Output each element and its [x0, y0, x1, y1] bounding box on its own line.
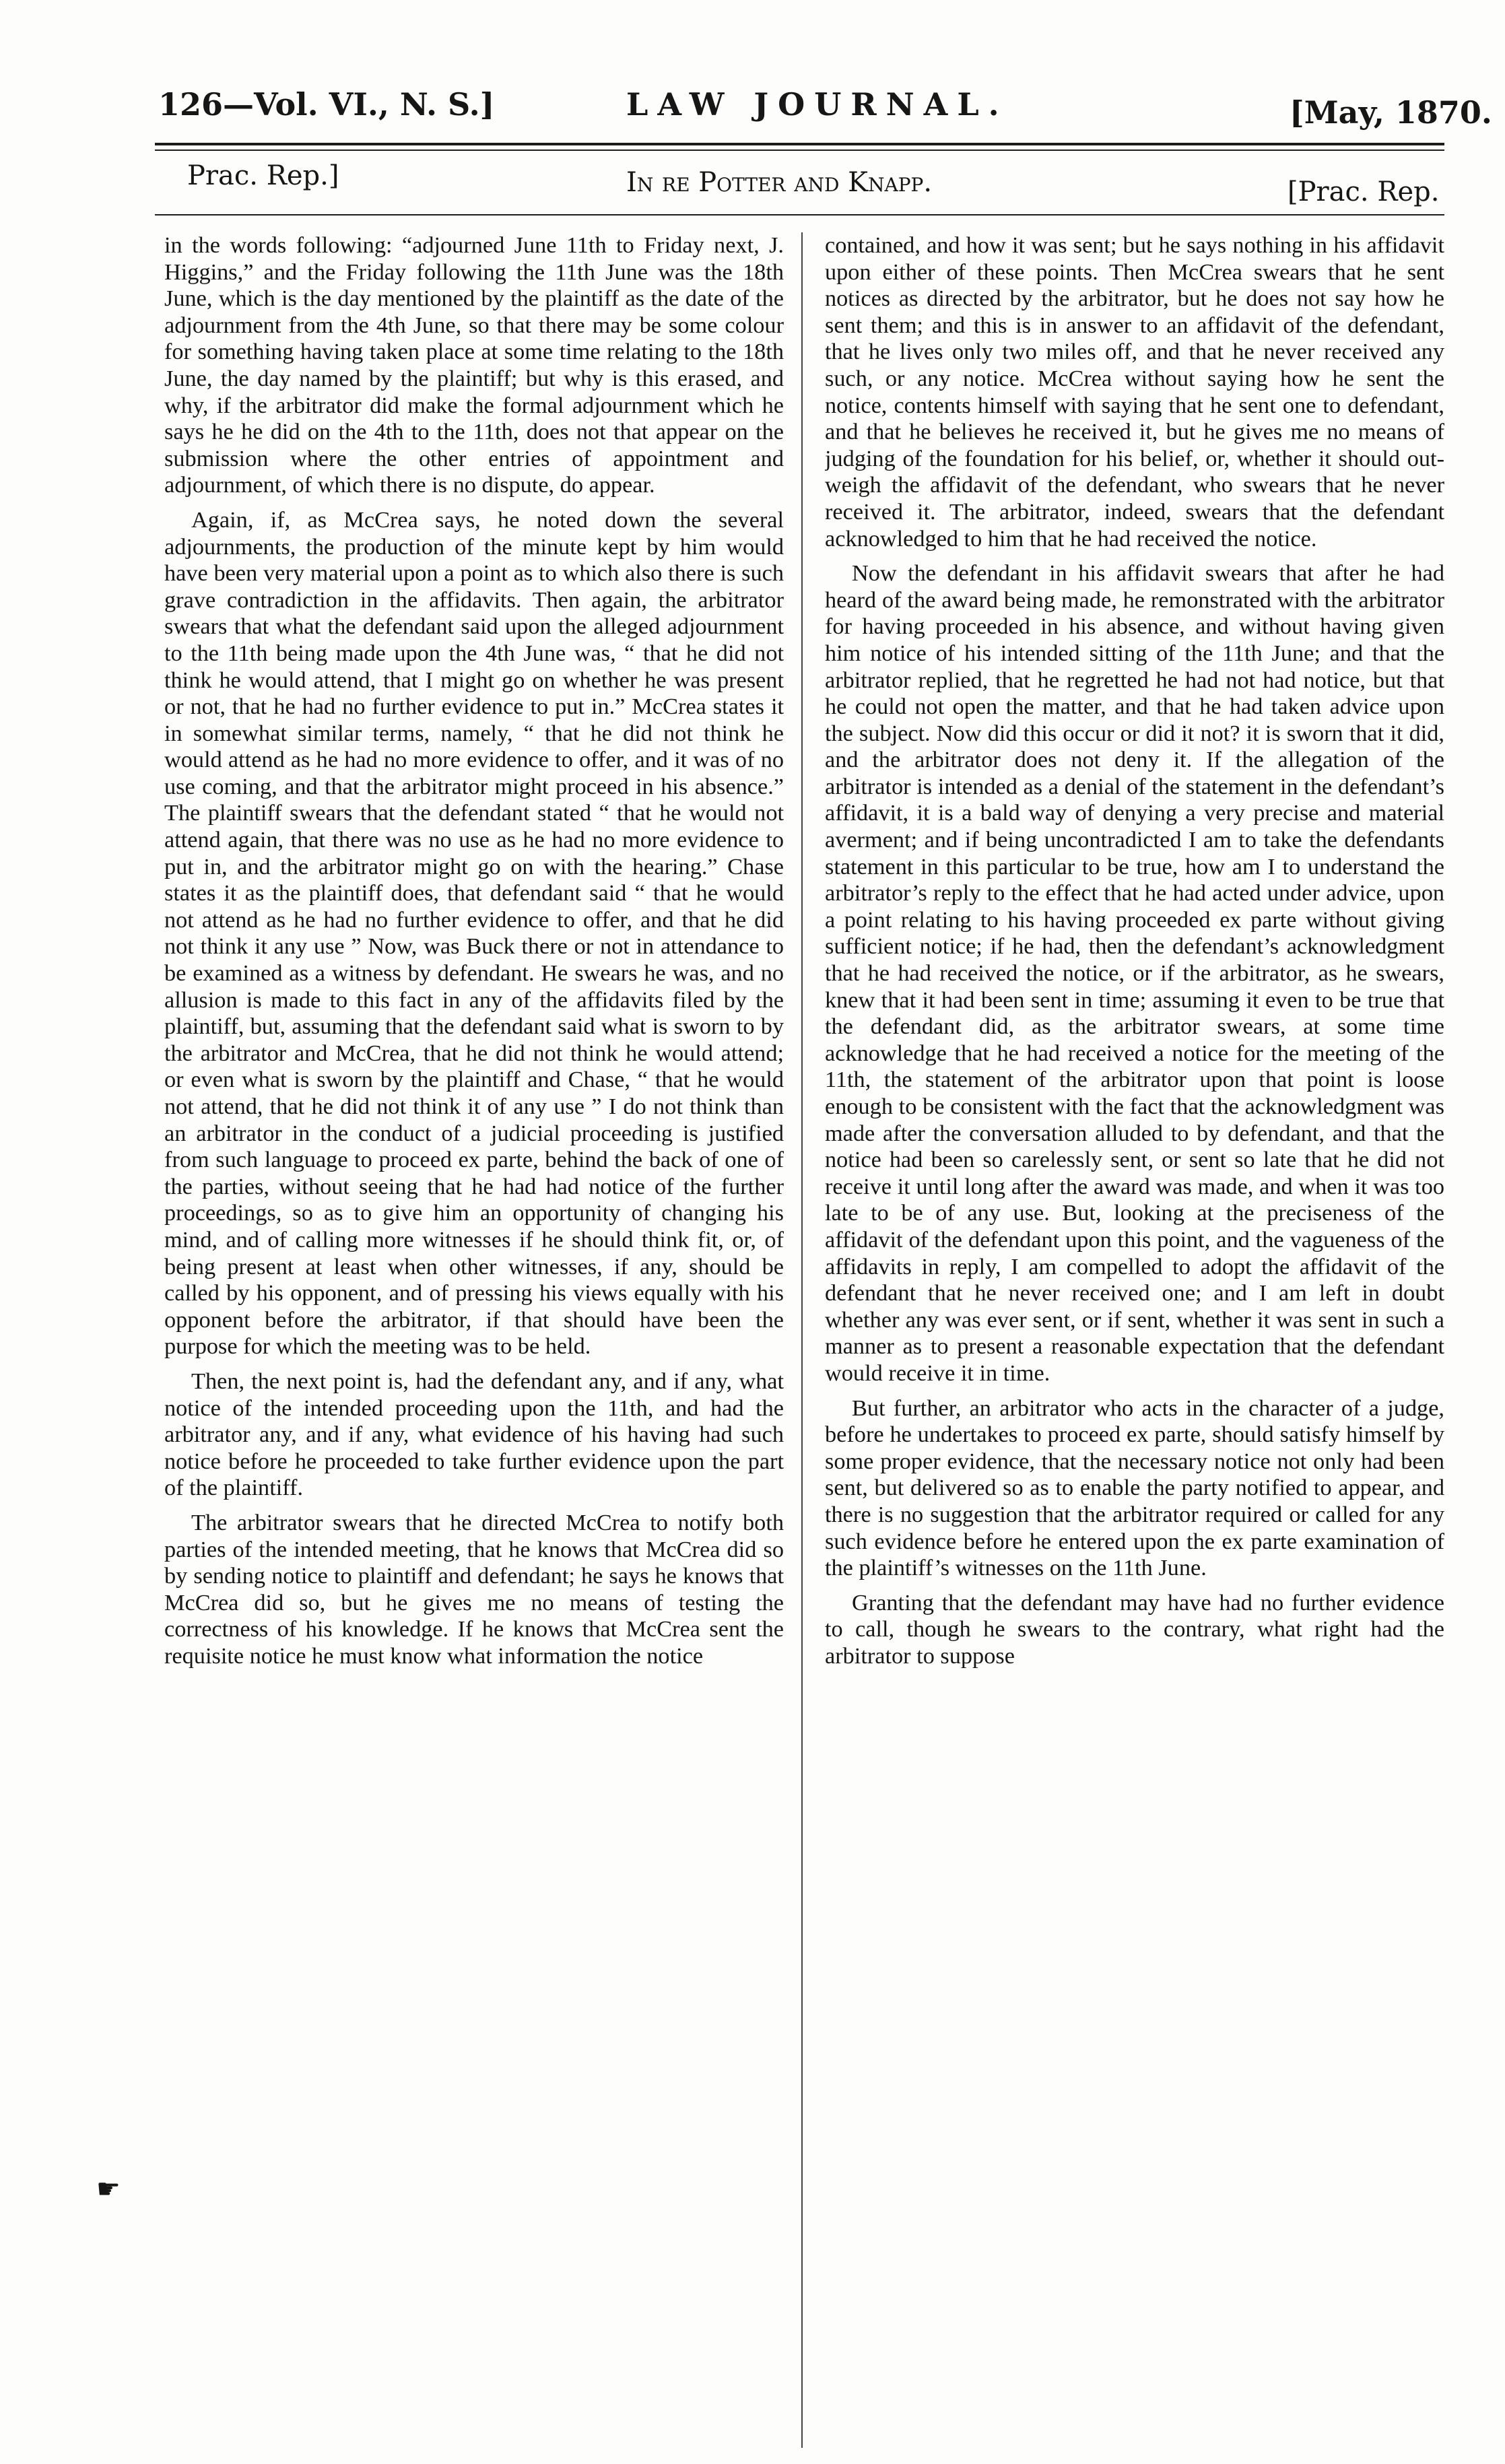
header-rule: [155, 143, 1444, 145]
paragraph: Then, the next point is, had the defendant any, and if any, what notice of the intended proceeding upon the 11th, and had the arbitrator any, and if any, what evidence of his having had such notice before he proceeded to take further evidence upon the part of the plaintiff.: [164, 1368, 784, 1501]
header-rule-thin: [155, 149, 1444, 151]
paragraph: Granting that the defendant may have had no further evidence to call, though he swears to the contrary, what right had the arbitrator to suppose: [825, 1589, 1444, 1669]
paragraph: But further, an arbitrator who acts in the character of a judge, before he undertakes to proceed ex parte, should satisfy himself by some proper evidence, that the necessary notice not only had been sent, but delivered so as to enable the party notified to appear, and there is no suggestion that the arbitrator required or called for any such evidence before he entered upon the ex parte examination of the plaintiff’s witnesses on the 11th June.: [825, 1395, 1444, 1581]
paragraph: contained, and how it was sent; but he says nothing in his affidavit upon either of these points. Then McCrea swears that he sent notices as directed by the arbitrator, but he does not say how he sent them; and this is in answer to an affidavit of the defendant, that he lives only two miles off, and that he never received any such, or any notice. McCrea without saying how he sent the notice, contents himself with saying that he sent one to defendant, and that he believes he received it, but he gives me no means of judging of the foundation for his belief, or, whether it should out-weigh the affidavit of the defendant, who swears that he never received it. The arbitrator, indeed, swears that the defendant acknowledged to him that he had received the notice.: [825, 232, 1444, 552]
right-column: [825, 232, 1444, 2448]
column-divider: [801, 232, 803, 2448]
running-head-date: [May, 1870.: [1290, 94, 1492, 131]
left-column: [164, 232, 784, 2448]
running-head-volume: 126—Vol. VI., N. S.]: [158, 86, 495, 123]
subheader-rule: [155, 214, 1444, 215]
paragraph: Again, if, as McCrea says, he noted down the several adjournments, the production of the minute kept by him would have been very material upon a point as to which also there is such grave contradiction in the affidavits. Then again, the arbitrator swears that what the defendant said upon the alleged adjournment to the 11th being made upon the 4th June was, “ that he did not think he would attend, that I might go on whether he was present or not, that he had no further evidence to put in.” McCrea states it in somewhat similar terms, namely, “ that he did not think he would attend as he had no more evidence to offer, and it was of no use coming, and that the arbitrator might proceed in his absence.” The plaintiff swears that the defendant stated “ that he would not attend again, that there was no use as he had no more evidence to put in, and the arbitrator might go on with the hearing.” Chase states it as the plaintiff does, that defendant said “ that he would not attend as he had no further evidence to offer, and that he did not think it any use ” Now, was Buck there or not in attendance to be examined as a witness by defendant. He swears he was, and no allusion is made to this fact in any of the affidavits filed by the plaintiff, but, assuming that the defendant said what is sworn to by the arbitrator and McCrea, that he did not think he would attend; or even what is sworn by the plaintiff and Chase, “ that he would not attend, that he did not think it of any use ” I do not think than an arbitrator in the conduct of a judicial proceeding is justified from such language to proceed ex parte, behind the back of one of the parties, without seeing that he had had notice of the further proceedings, so as to give him an opportunity of changing his mind, and of calling more witnesses if he should think fit, or, of being present at least when other witnesses, if any, should be called by his opponent, and of pressing his views equally with his opponent before the arbitrator, if that should have been the purpose for which the meeting was to be held.: [164, 506, 784, 1360]
section-label-left: Prac. Rep.]: [187, 160, 339, 191]
paragraph: Now the defendant in his affidavit swears that after he had heard of the award being made, he remonstrated with the arbitrator for having proceeded in his absence, and without having given him notice of his intended sitting of the 11th June; and that the arbitrator replied, that he regretted he had not had notice, but that he could not open the matter, and that he had taken advice upon the subject. Now did this occur or did it not? it is sworn that it did, and the arbitrator does not deny it. If the allegation of the arbitrator is intended as a denial of the statement in the defendant’s affidavit, it is a bald way of denying a very precise and material averment; and if being uncontradicted I am to take the defendants statement in this particular to be true, how am I to understand the arbitrator’s reply to the effect that he had acted under advice, upon a point relating to his having proceeded ex parte without giving sufficient notice; if he had, then the defendant’s acknowledgment that he had received the notice, or if the arbitrator, as he swears, knew that it had been sent in time; assuming it even to be true that the defendant did, as the arbitrator swears, at some time acknowledge that he had received a notice for the meeting of the 11th, the statement of the arbitrator upon that point is loose enough to be consistent with the fact that the acknowledgment was made after the conversation alluded to by defendant, and that the notice had been so carelessly sent, or sent so late that he did not receive it until long after the award was made, and when it was too late to be of any use. But, looking at the preciseness of the affidavit of the defendant upon this point, and the vagueness of the affidavits in reply, I am compelled to adopt the affidavit of the defendant that he never received one; and I am left in doubt whether any was ever sent, or if sent, whether it was sent in such a manner as to present a reasonable expectation that the defendant would receive it in time.: [825, 560, 1444, 1386]
case-title: In re Potter and Knapp.: [626, 167, 933, 198]
pointing-hand-icon: ☛: [96, 2174, 121, 2205]
section-label-right: [Prac. Rep.: [1287, 176, 1440, 207]
paragraph: The arbitrator swears that he directed McCrea to notify both parties of the intended meeting, that he knows that McCrea did so by sending notice to plaintiff and defendant; he says he knows that McCrea did so, but he gives me no means of testing the correctness of his knowledge. If he knows that McCrea sent the requisite notice he must know what information the notice: [164, 1509, 784, 1669]
running-head-title: LAW JOURNAL.: [626, 86, 1009, 123]
paragraph: in the words following: “adjourned June 11th to Friday next, J. Higgins,” and the Friday following the 11th June was the 18th June, which is the day mentioned by the plaintiff as the date of the adjournment from the 4th June, so that there may be some colour for something having taken place at some time relating to the 18th June, the day named by the plaintiff; but why is this erased, and why, if the arbitrator did make the formal adjournment which he says he he did on the 4th to the 11th, does not that appear on the submission where the other entries of appointment and adjournment, of which there is no dispute, do appear.: [164, 232, 784, 498]
